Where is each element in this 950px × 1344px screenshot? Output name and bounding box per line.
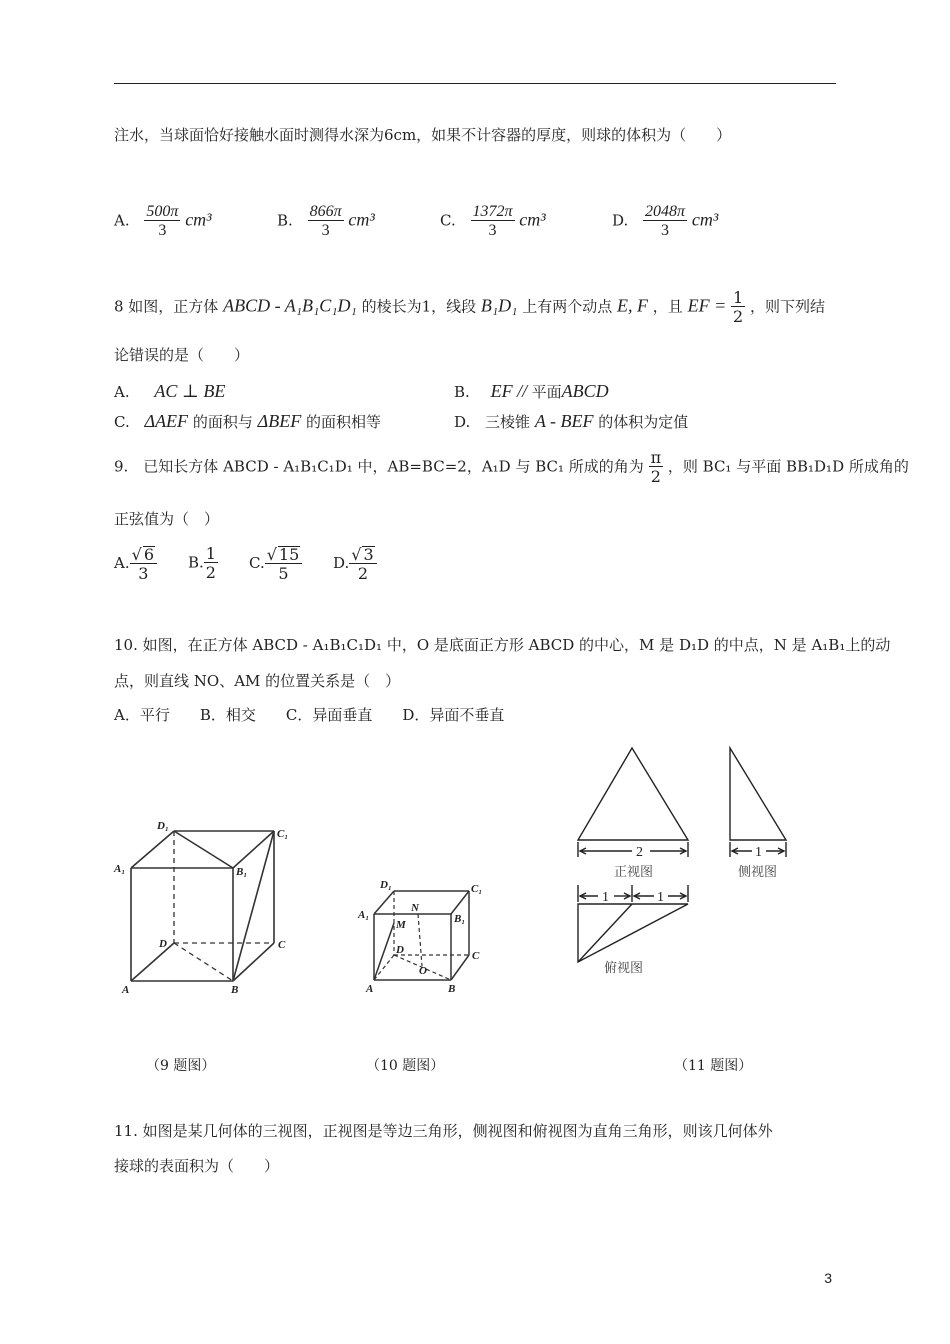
figure-11-caption: （11 题图） (674, 1058, 753, 1074)
fig9-label: B₁ (236, 866, 248, 878)
fig9-label: D (159, 938, 167, 950)
q9-option-c: C. $\frac{√ 15}{5}$ (249, 546, 302, 582)
figure-11-diagram (570, 742, 800, 982)
q9-option-b: B. $\frac{1}{2}$ (188, 544, 216, 582)
q11-line2: 接球的表面积为（ ） (114, 1157, 280, 1175)
q10-options: A．平行 B．相交 C．异面垂直 D．异面不垂直 (114, 706, 505, 724)
q10-line1: 10. 如图，在正方体 ABCD - A₁B₁C₁D₁ 中，O 是底面正方形 ABCD 的中心，M 是 D₁D 的中点，N 是 A₁B₁上的动 (114, 636, 891, 654)
fig10-label: D (396, 944, 404, 956)
figure-10-caption: （10 题图） (366, 1058, 445, 1074)
q11-line1: 11. 如图是某几何体的三视图，正视图是等边三角形，侧视图和俯视图为直角三角形，则该几何体外 (114, 1122, 773, 1140)
q8-option-c: C. ΔAEF 的面积与 ΔBEF 的面积相等 (114, 411, 381, 431)
q7-option-b: B. $\frac{866\pi}{3}$ cm³ (277, 203, 375, 239)
q7-a-fraction: $\frac{500\pi}{3}$ (146, 203, 179, 239)
q7-option-a: A. $\frac{500\pi}{3}$ cm³ (114, 203, 212, 239)
fig11-side-dim: 1 (755, 845, 762, 860)
fig10-label: A₁ (358, 909, 370, 921)
figure-9-diagram (112, 815, 292, 1005)
q8-option-b: B. EF // 平面ABCD (454, 381, 609, 401)
q9-line2: 正弦值为（ ） (114, 510, 220, 528)
fig9-label: C (278, 939, 286, 951)
fig9-label: C₁ (277, 828, 289, 840)
header-rule (114, 83, 836, 84)
fig10-label: A (366, 983, 374, 995)
fig11-top-dim1: 1 (602, 890, 609, 905)
fig10-label: C₁ (471, 883, 483, 895)
q10-line2: 点，则直线 NO、AM 的位置关系是（ ） (114, 672, 401, 690)
fig9-label: D₁ (157, 820, 169, 832)
fig10-label: O (419, 965, 427, 977)
fig10-label: C (472, 950, 480, 962)
q9-pi-fraction: $\frac{\pi}{2}$ (650, 448, 662, 486)
fig9-label: A₁ (114, 863, 126, 875)
q9-option-a: A. $\frac{√ 6}{3}$ (114, 546, 157, 582)
q7-option-c: C. $\frac{1372\pi}{3}$ cm³ (440, 203, 546, 239)
fig10-label: D₁ (380, 879, 392, 891)
fig9-label: A (122, 984, 130, 996)
fig10-label: B (448, 983, 456, 995)
q9-option-d: D. $\frac{√ 3}{2}$ (333, 546, 377, 582)
fig11-side-label: 侧视图 (738, 864, 778, 879)
q8-line2: 论错误的是（ ） (114, 346, 250, 364)
fig11-top-label: 俯视图 (604, 960, 644, 975)
figure-9-caption: （9 题图） (146, 1058, 216, 1074)
fig11-front-dim: 2 (636, 845, 643, 860)
q8-option-a: A. AC ⊥ BE (114, 381, 226, 401)
q7-option-d: D. $\frac{2048\pi}{3}$ cm³ (612, 203, 719, 239)
fig9-label: B (231, 984, 239, 996)
q9-stem: 9. 已知长方体 ABCD - A₁B₁C₁D₁ 中，AB=BC=2，A₁D 与 BC₁ 所成的角为 $\frac{\pi}{2}$ ，则 BC₁ 与平面 BB₁D₁D 所成角的 (114, 448, 909, 486)
fig11-top-dim2: 1 (657, 890, 664, 905)
fig10-label: B₁ (454, 913, 466, 925)
figure-10-diagram (356, 876, 486, 996)
fig10-label: N (411, 902, 419, 914)
fig10-label: M (396, 919, 406, 931)
q7-text: 注水，当球面恰好接触水面时测得水深为6cm，如果不计容器的厚度，则球的体积为（ ） (114, 126, 732, 144)
page-number: 3 (824, 1270, 832, 1286)
fig11-front-label: 正视图 (614, 864, 654, 879)
q8-stem: 8 如图，正方体 ABCD - A₁B₁C₁D₁ 的棱长为1，线段 B₁D₁ 上有两个动点 E, F ，且 EF = $\frac{1}{2}$ ，则下列结 (114, 288, 825, 326)
q8-option-d: D. 三棱锥 A - BEF 的体积为定值 (454, 411, 689, 431)
q8-half-fraction: $\frac{1}{2}$ (733, 288, 744, 326)
